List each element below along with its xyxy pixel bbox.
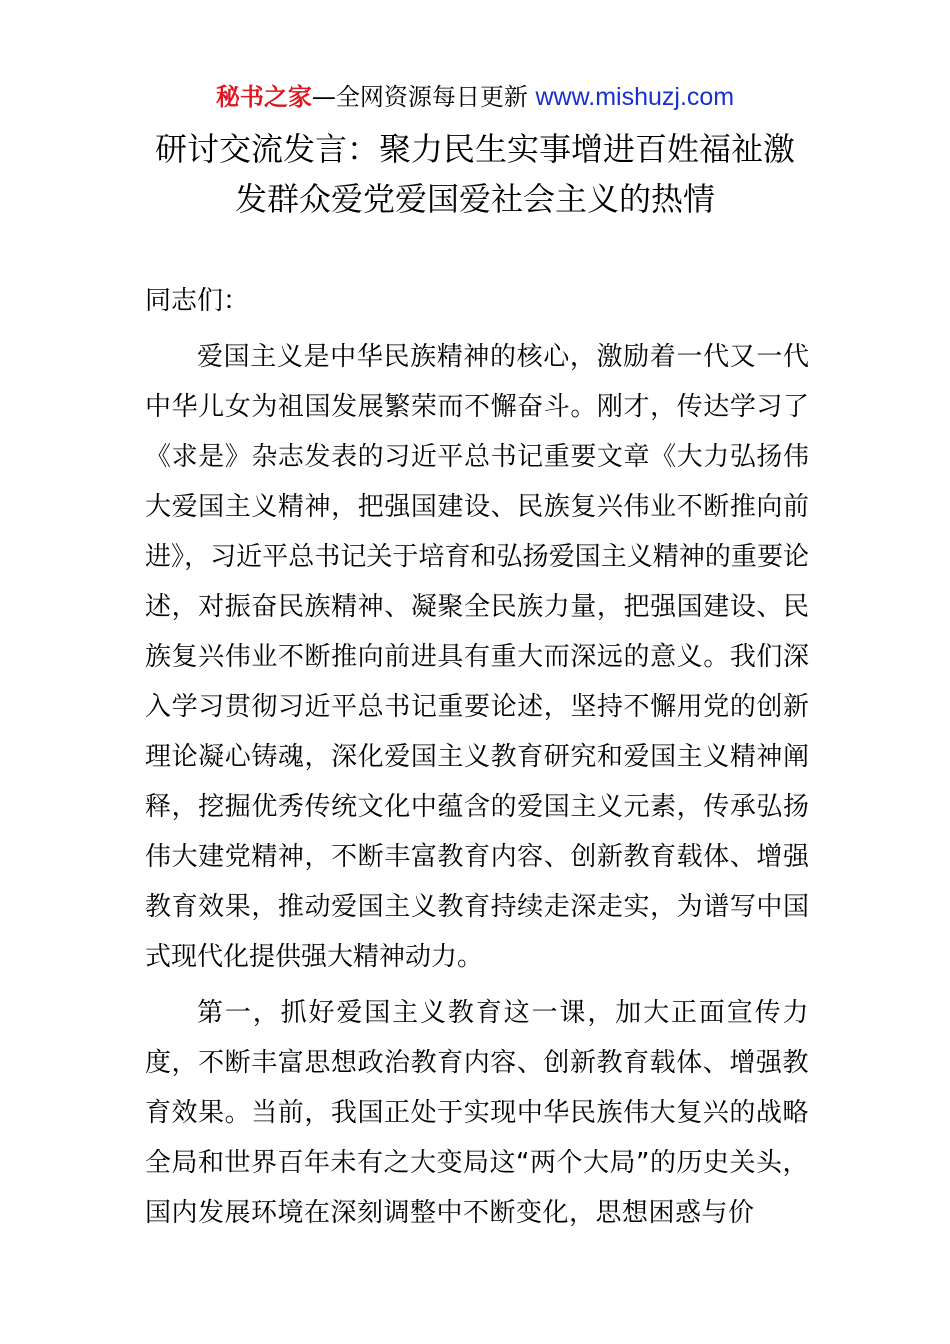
paragraph-1: 爱国主义是中华民族精神的核心，激励着一代又一代中华儿女为祖国发展繁荣而不懈奋斗。刚才，传达学习了《求是》杂志发表的习近平总书记重要文章《大力弘扬伟大爱国主义精神，把强国建设、民族复兴伟业不断推向前进》，习近平总书记关于培育和弘扬爱国主义精神的重要论述，对振奋民族精神、凝聚全民族力量，把强国建设、民族复兴伟业不断推向前进具有重大而深远的意义。我们深入学习贯彻习近平总书记重要论述，坚持不懈用党的创新理论凝心铸魂，深化爱国主义教育研究和爱国主义精神阐释，挖掘优秀传统文化中蕴含的爱国主义元素，传承弘扬伟大建党精神，不断丰富教育内容、创新教育载体、增强教育效果，推动爱国主义教育持续走深走实，为谱写中国式现代化提供强大精神动力。 (145, 342, 809, 972)
document-title: 研讨交流发言：聚力民生实事增进百姓福祉激发群众爱党爱国爱社会主义的热情 (154, 130, 795, 218)
brand-tagline: —全网资源每日更新 (311, 83, 528, 111)
brand-name: 秘书之家 (215, 83, 312, 111)
salutation: 同志们： (145, 286, 250, 316)
site-header (0, 80, 950, 114)
site-url[interactable]: www.mishuzj.com (535, 83, 735, 111)
document-body (145, 276, 809, 1238)
paragraph-2: 第一，抓好爱国主义教育这一课，加大正面宣传力度，不断丰富思想政治教育内容、创新教育载体、增强教育效果。当前，我国正处于实现中华民族伟大复兴的战略全局和世界百年未有之大变局这“两个大局”的历史关头，国内发展环境在深刻调整中不断变化，思想困惑与价 (145, 998, 809, 1228)
